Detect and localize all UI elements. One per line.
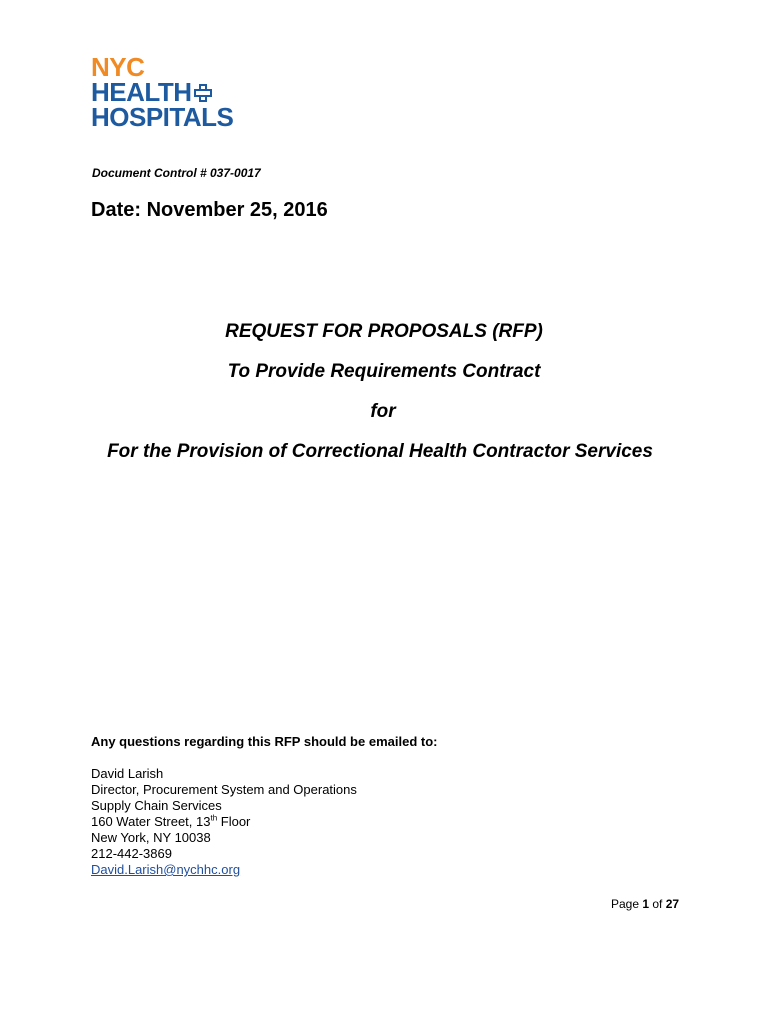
plus-icon (194, 84, 212, 102)
contact-city: New York, NY 10038 (91, 830, 211, 845)
contact-role: Director, Procurement System and Operations (91, 782, 357, 797)
contact-phone: 212-442-3869 (91, 846, 172, 861)
page-of: of (649, 897, 666, 911)
document-date: Date: November 25, 2016 (91, 199, 328, 221)
nyc-health-hospitals-logo (91, 52, 234, 132)
street-text: 160 Water Street, 13 (91, 814, 211, 829)
contact-department: Supply Chain Services (91, 798, 222, 813)
contact-street-address (91, 814, 357, 830)
rfp-for: for (370, 401, 396, 422)
floor-text: Floor (217, 814, 251, 829)
logo-hospitals-text: HOSPITALS (91, 102, 234, 132)
rfp-title: REQUEST FOR PROPOSALS (RFP) (225, 321, 543, 342)
page-current: 1 (642, 897, 650, 911)
contact-email-link[interactable]: David.Larish@nychhc.org (91, 862, 241, 877)
contact-block (91, 766, 357, 878)
document-control-number: Document Control # 037-0017 (92, 166, 261, 180)
page-total: 27 (665, 897, 680, 911)
floor-ordinal-suffix: th (210, 813, 218, 823)
rfp-subtitle: To Provide Requirements Contract (227, 361, 541, 382)
logo-health-text: HEALTH (91, 77, 192, 107)
logo-nyc-text: NYC (91, 52, 145, 82)
page-number (611, 897, 679, 911)
questions-heading: Any questions regarding this RFP should be emailed to: (91, 734, 438, 749)
page-prefix: Page (611, 897, 643, 911)
contact-name: David Larish (91, 766, 164, 781)
rfp-service-description: For the Provision of Correctional Health Contractor Services (107, 441, 653, 462)
